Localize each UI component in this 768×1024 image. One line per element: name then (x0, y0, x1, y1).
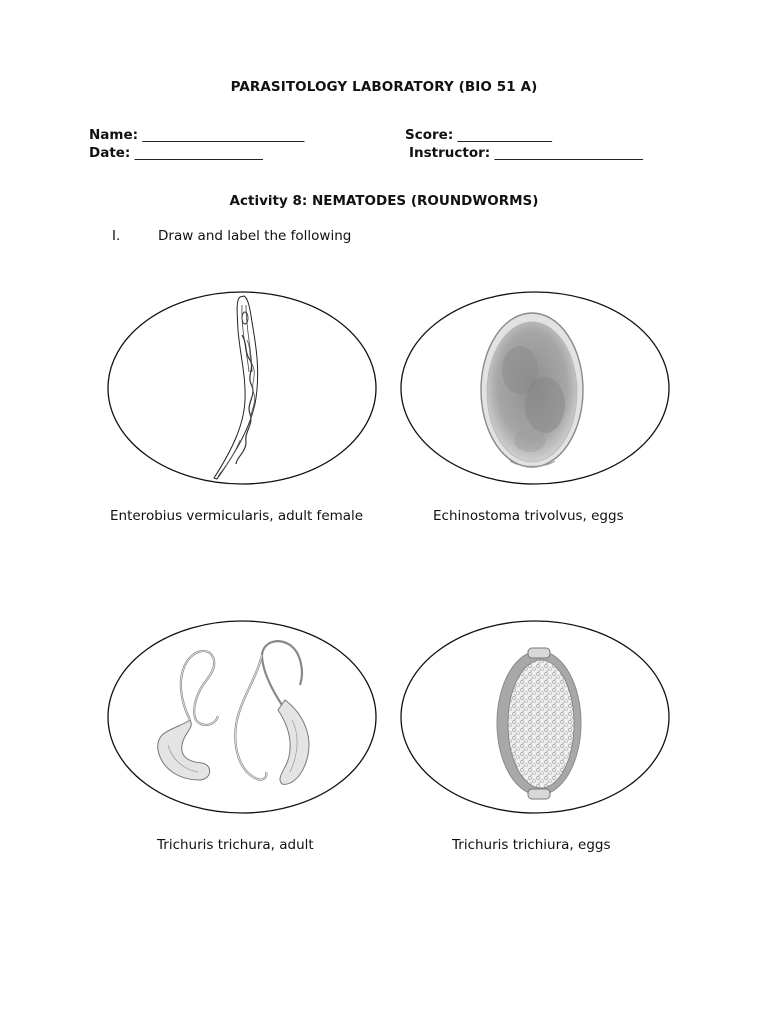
date-line: ___________________ (134, 145, 263, 161)
score-line: ______________ (457, 127, 553, 143)
activity-title: Activity 8: NEMATODES (ROUNDWORMS) (229, 193, 539, 209)
specimen-frame-4 (401, 621, 669, 813)
page-title: PARASITOLOGY LABORATORY (BIO 51 A) (230, 79, 538, 95)
caption-trichuris-adult: Trichuris trichura, adult (157, 837, 314, 853)
date-label: Date: (89, 145, 131, 161)
specimen-frame-2 (401, 292, 669, 484)
section-number: I. (112, 228, 121, 244)
specimen-frame-3 (108, 621, 376, 813)
caption-trichuris-eggs: Trichuris trichiura, eggs (452, 837, 611, 853)
score-label: Score: (405, 127, 454, 143)
whipworm-adults-drawing (158, 641, 309, 784)
instructor-label: Instructor: (409, 145, 491, 161)
caption-echinostoma: Echinostoma trivolvus, eggs (433, 508, 624, 524)
name-line: ________________________ (142, 127, 305, 143)
whipworm-egg-drawing (497, 648, 581, 799)
caption-enterobius: Enterobius vermicularis, adult female (110, 508, 364, 524)
instructor-line: ______________________ (494, 145, 643, 161)
instruction-text: Draw and label the following (158, 228, 352, 244)
pinworm-female-drawing (214, 296, 258, 479)
name-label: Name: (89, 127, 139, 143)
echinostoma-egg-drawing (481, 313, 583, 467)
specimen-frame-1 (108, 292, 376, 484)
